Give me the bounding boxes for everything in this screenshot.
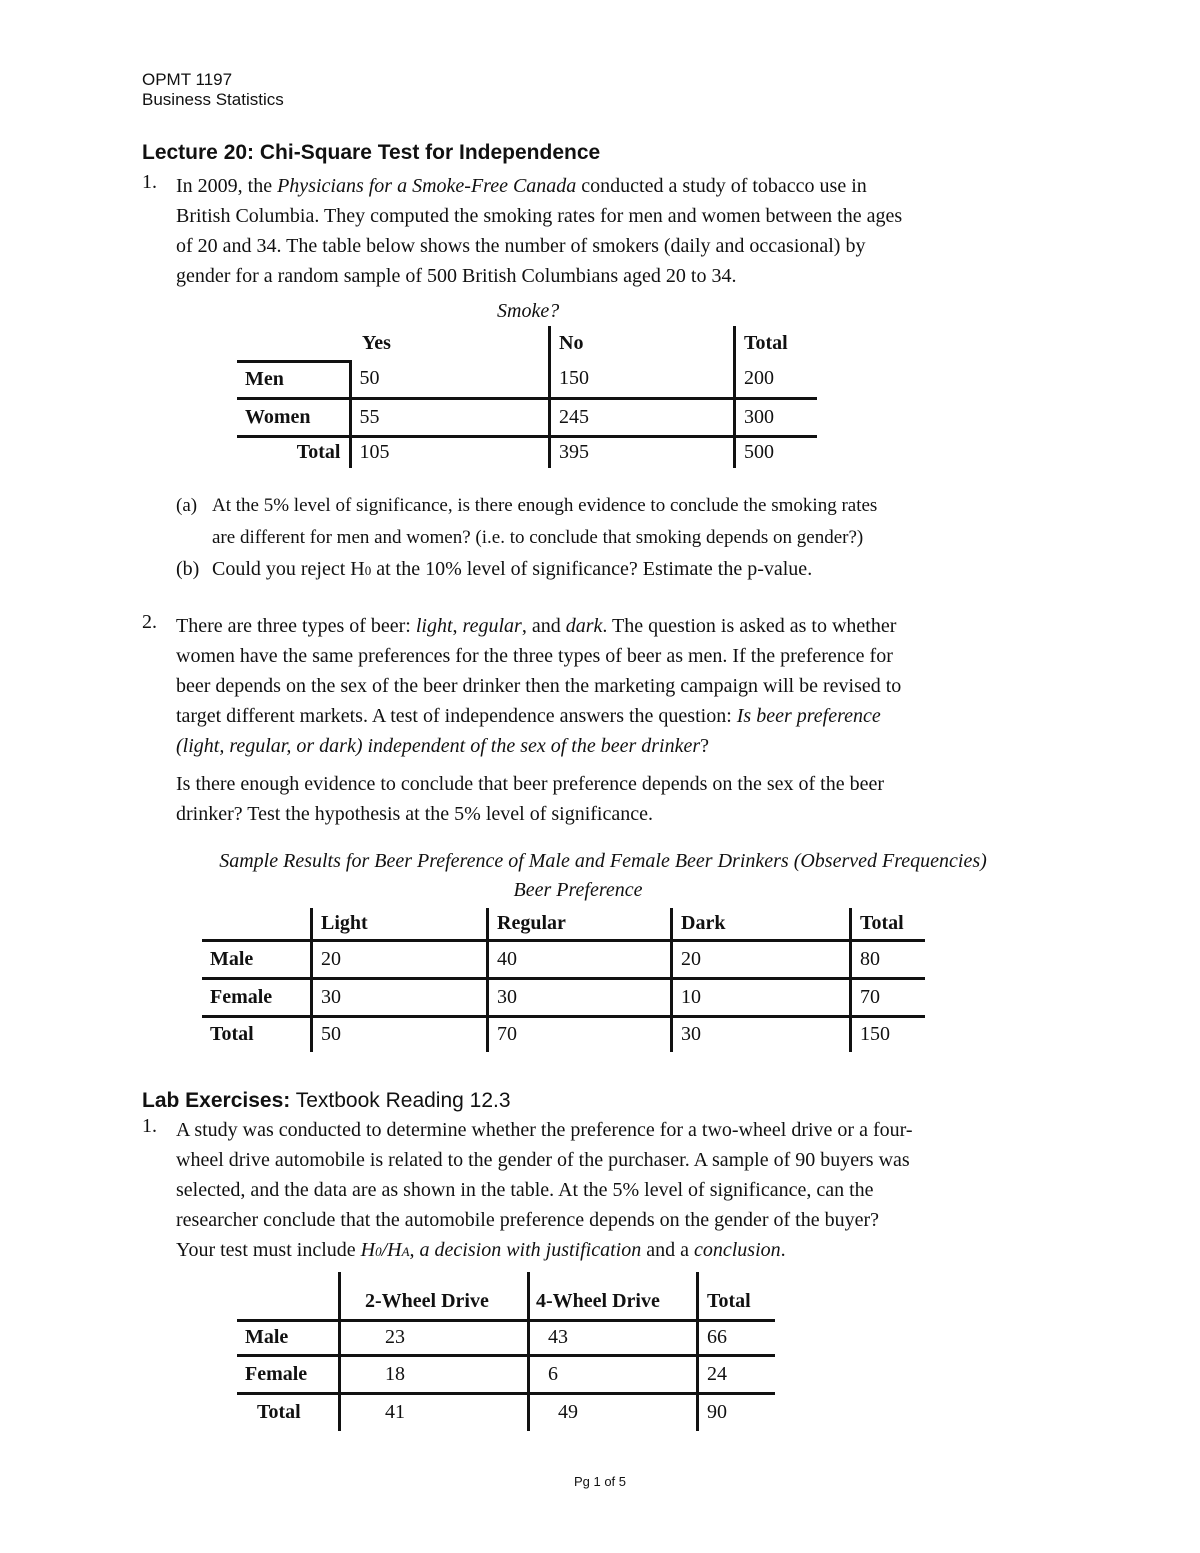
- q2-line-7: drinker? Test the hypothesis at the 5% level of significance.: [176, 803, 653, 825]
- table-cell: 70: [488, 1016, 672, 1052]
- table-header-row: [237, 326, 817, 361]
- q1-part-a-line-2: are different for men and women? (i.e. to conclude that smoking depends on gender?): [212, 527, 864, 548]
- table-cell: [237, 326, 350, 361]
- lab-line-2: wheel drive automobile is related to the gender of the purchaser. A sample of 90 buyers was: [176, 1149, 910, 1171]
- lab-reading: Textbook Reading 12.3: [290, 1089, 511, 1112]
- lab-heading: [142, 1089, 511, 1113]
- q2-l1e: , and: [521, 615, 566, 637]
- q1-org-name: Physicians for a Smoke-Free Canada: [277, 175, 577, 197]
- table-cell: 105: [350, 436, 550, 468]
- row-label: Female: [202, 978, 312, 1016]
- q1-part-b-a: Could you reject H: [212, 558, 365, 580]
- table-cell: 41: [340, 1393, 529, 1431]
- q2-line-4: [176, 701, 1076, 731]
- q2-l1d: regular: [462, 615, 522, 637]
- table-header-row: [237, 1272, 775, 1320]
- row-label: Total: [257, 1401, 301, 1424]
- table-row: [237, 398, 817, 436]
- h0-subscript: 0: [364, 563, 372, 578]
- row-label: Total: [296, 441, 341, 464]
- q2-l5a: (light, regular, or dark) independent of the sex of the beer drinker: [176, 735, 701, 757]
- table-cell: 80: [851, 940, 926, 978]
- q2-l5b: ?: [700, 735, 710, 757]
- table-cell: [202, 908, 312, 940]
- q2-table-subcaption: Beer Preference: [513, 879, 643, 901]
- table-cell: 200: [735, 361, 818, 398]
- row-label: Male: [202, 940, 312, 978]
- lab-line-4: researcher conclude that the automobile preference depends on the gender of the buyer?: [176, 1209, 879, 1231]
- lab-ha-h: /H: [381, 1239, 402, 1261]
- row-label: Women: [237, 398, 350, 436]
- row-label: Female: [237, 1355, 340, 1393]
- q1-part-b-label: (b): [176, 558, 200, 580]
- beer-table: [202, 908, 925, 1052]
- table-header: Total: [698, 1272, 776, 1320]
- q2-text: [176, 611, 1076, 829]
- q2-line-2: women have the same preferences for the three types of beer as men. If the preference for: [176, 645, 893, 667]
- table-cell: 300: [735, 398, 818, 436]
- q1-line-4: gender for a random sample of 500 British Columbians aged 20 to 34.: [176, 265, 737, 287]
- table-row: [202, 940, 925, 978]
- lab-label: Lab Exercises:: [142, 1089, 291, 1112]
- table-cell: 49: [529, 1393, 698, 1431]
- table-cell: 6: [529, 1355, 698, 1393]
- table-header: No: [550, 326, 735, 361]
- lab-line-5: [176, 1235, 1076, 1267]
- table-cell: 20: [312, 940, 488, 978]
- q2-l1f: dark: [565, 615, 603, 637]
- table-header: Total: [851, 908, 926, 940]
- table-row: [237, 1355, 775, 1393]
- table-cell: 500: [735, 436, 818, 468]
- table-header-row: [202, 908, 925, 940]
- table-cell: 40: [488, 940, 672, 978]
- table-header: Regular: [488, 908, 672, 940]
- table-header: [350, 326, 550, 361]
- table-cell: 66: [698, 1320, 776, 1355]
- q2-l1a: There are three types of beer:: [176, 615, 416, 637]
- lab-conclusion: conclusion: [693, 1239, 781, 1261]
- table-cell: 18: [340, 1355, 529, 1393]
- spacer: [176, 761, 1076, 769]
- table-cell: 30: [488, 978, 672, 1016]
- q1-line-1c: conducted a study of tobacco use in: [576, 175, 867, 197]
- table-header: 4-Wheel Drive: [529, 1272, 698, 1320]
- table-header: Dark: [672, 908, 851, 940]
- lab-number: 1.: [142, 1115, 157, 1137]
- q1-text: [176, 171, 1076, 291]
- q1-part-a-label: (a): [176, 495, 198, 516]
- table-cell: 70: [851, 978, 926, 1016]
- q1-table-caption: Smoke?: [497, 300, 560, 322]
- lab-text: [176, 1115, 1076, 1267]
- table-cell: 23: [340, 1320, 529, 1355]
- table-cell: 150: [851, 1016, 926, 1052]
- q1-number: 1.: [142, 171, 157, 193]
- lecture-title: Lecture 20: Chi-Square Test for Independence: [142, 141, 601, 164]
- q2-l1g: . The question is asked as to whether: [602, 615, 897, 637]
- ha-subscript: A: [401, 1244, 410, 1259]
- lab-decision: , a decision with justification: [409, 1239, 642, 1261]
- q2-l1c: ,: [452, 615, 463, 637]
- q2-line-5: [176, 731, 1076, 761]
- table-row: [237, 1320, 775, 1355]
- table-cell: 90: [698, 1393, 776, 1431]
- table-row: [237, 1393, 775, 1431]
- q1-line-1a: In 2009, the: [176, 175, 278, 197]
- lab-l5a: Your test must include: [176, 1239, 361, 1261]
- q2-line-1: [176, 611, 1076, 641]
- lab-line-1: A study was conducted to determine whether the preference for a two-wheel drive or a four-: [176, 1119, 913, 1141]
- row-label: Men: [237, 361, 350, 398]
- lab-period: .: [780, 1239, 786, 1261]
- q2-l1b: light: [415, 615, 453, 637]
- course-subject: Business Statistics: [142, 90, 284, 109]
- header-yes: Yes: [362, 332, 391, 354]
- lab-and: and a: [641, 1239, 694, 1261]
- table-cell: 55: [350, 398, 550, 436]
- table-cell: 43: [529, 1320, 698, 1355]
- q1-part-b: [212, 558, 812, 581]
- q2-line-6: Is there enough evidence to conclude that beer preference depends on the sex of the beer: [176, 773, 885, 795]
- q1-part-a: [212, 490, 1092, 554]
- q1-line-1: [176, 171, 1076, 201]
- table-cell: 150: [550, 361, 735, 398]
- table-header: 2-Wheel Drive: [340, 1272, 529, 1320]
- table-cell: 20: [672, 940, 851, 978]
- table-header: Light: [312, 908, 488, 940]
- course-code: OPMT 1197: [142, 70, 233, 89]
- lab-line-3: selected, and the data are as shown in the table. At the 5% level of significance, can the: [176, 1179, 874, 1201]
- drive-table: [237, 1272, 775, 1431]
- q1-part-a-line-1: At the 5% level of significance, is there enough evidence to conclude the smoking rates: [212, 495, 878, 516]
- table-cell: 245: [550, 398, 735, 436]
- table-cell: 24: [698, 1355, 776, 1393]
- lab-h: H: [360, 1239, 376, 1261]
- table-header: Total: [735, 326, 818, 361]
- q1-line-2: British Columbia. They computed the smoking rates for men and women between the ages: [176, 205, 903, 227]
- q2-line-3: beer depends on the sex of the beer drinker then the marketing campaign will be revised to: [176, 675, 902, 697]
- table-row: [202, 978, 925, 1016]
- row-label: Total: [210, 1023, 254, 1046]
- row-label: Male: [237, 1320, 340, 1355]
- table-cell: 30: [672, 1016, 851, 1052]
- table-cell: 50: [350, 361, 550, 398]
- q2-l4a: target different markets. A test of independence answers the question:: [176, 705, 737, 727]
- q2-number: 2.: [142, 611, 157, 633]
- table-row: [237, 361, 817, 398]
- page-number: Pg 1 of 5: [573, 1474, 627, 1489]
- table-cell: 50: [312, 1016, 488, 1052]
- smoking-table: [237, 326, 817, 468]
- h0-subscript: 0: [375, 1244, 382, 1259]
- table-row: [202, 1016, 925, 1052]
- q1-part-b-c: at the 10% level of significance? Estimate the p-value.: [371, 558, 813, 580]
- table-cell: 395: [550, 436, 735, 468]
- q2-table-caption: Sample Results for Beer Preference of Male and Female Beer Drinkers (Observed Frequencies): [219, 850, 987, 872]
- table-row: [237, 436, 817, 468]
- table-cell: 30: [312, 978, 488, 1016]
- q2-l4b: Is beer preference: [736, 705, 881, 727]
- table-cell: [237, 1272, 340, 1320]
- table-cell: 10: [672, 978, 851, 1016]
- q1-line-3: of 20 and 34. The table below shows the number of smokers (daily and occasional) by: [176, 235, 866, 257]
